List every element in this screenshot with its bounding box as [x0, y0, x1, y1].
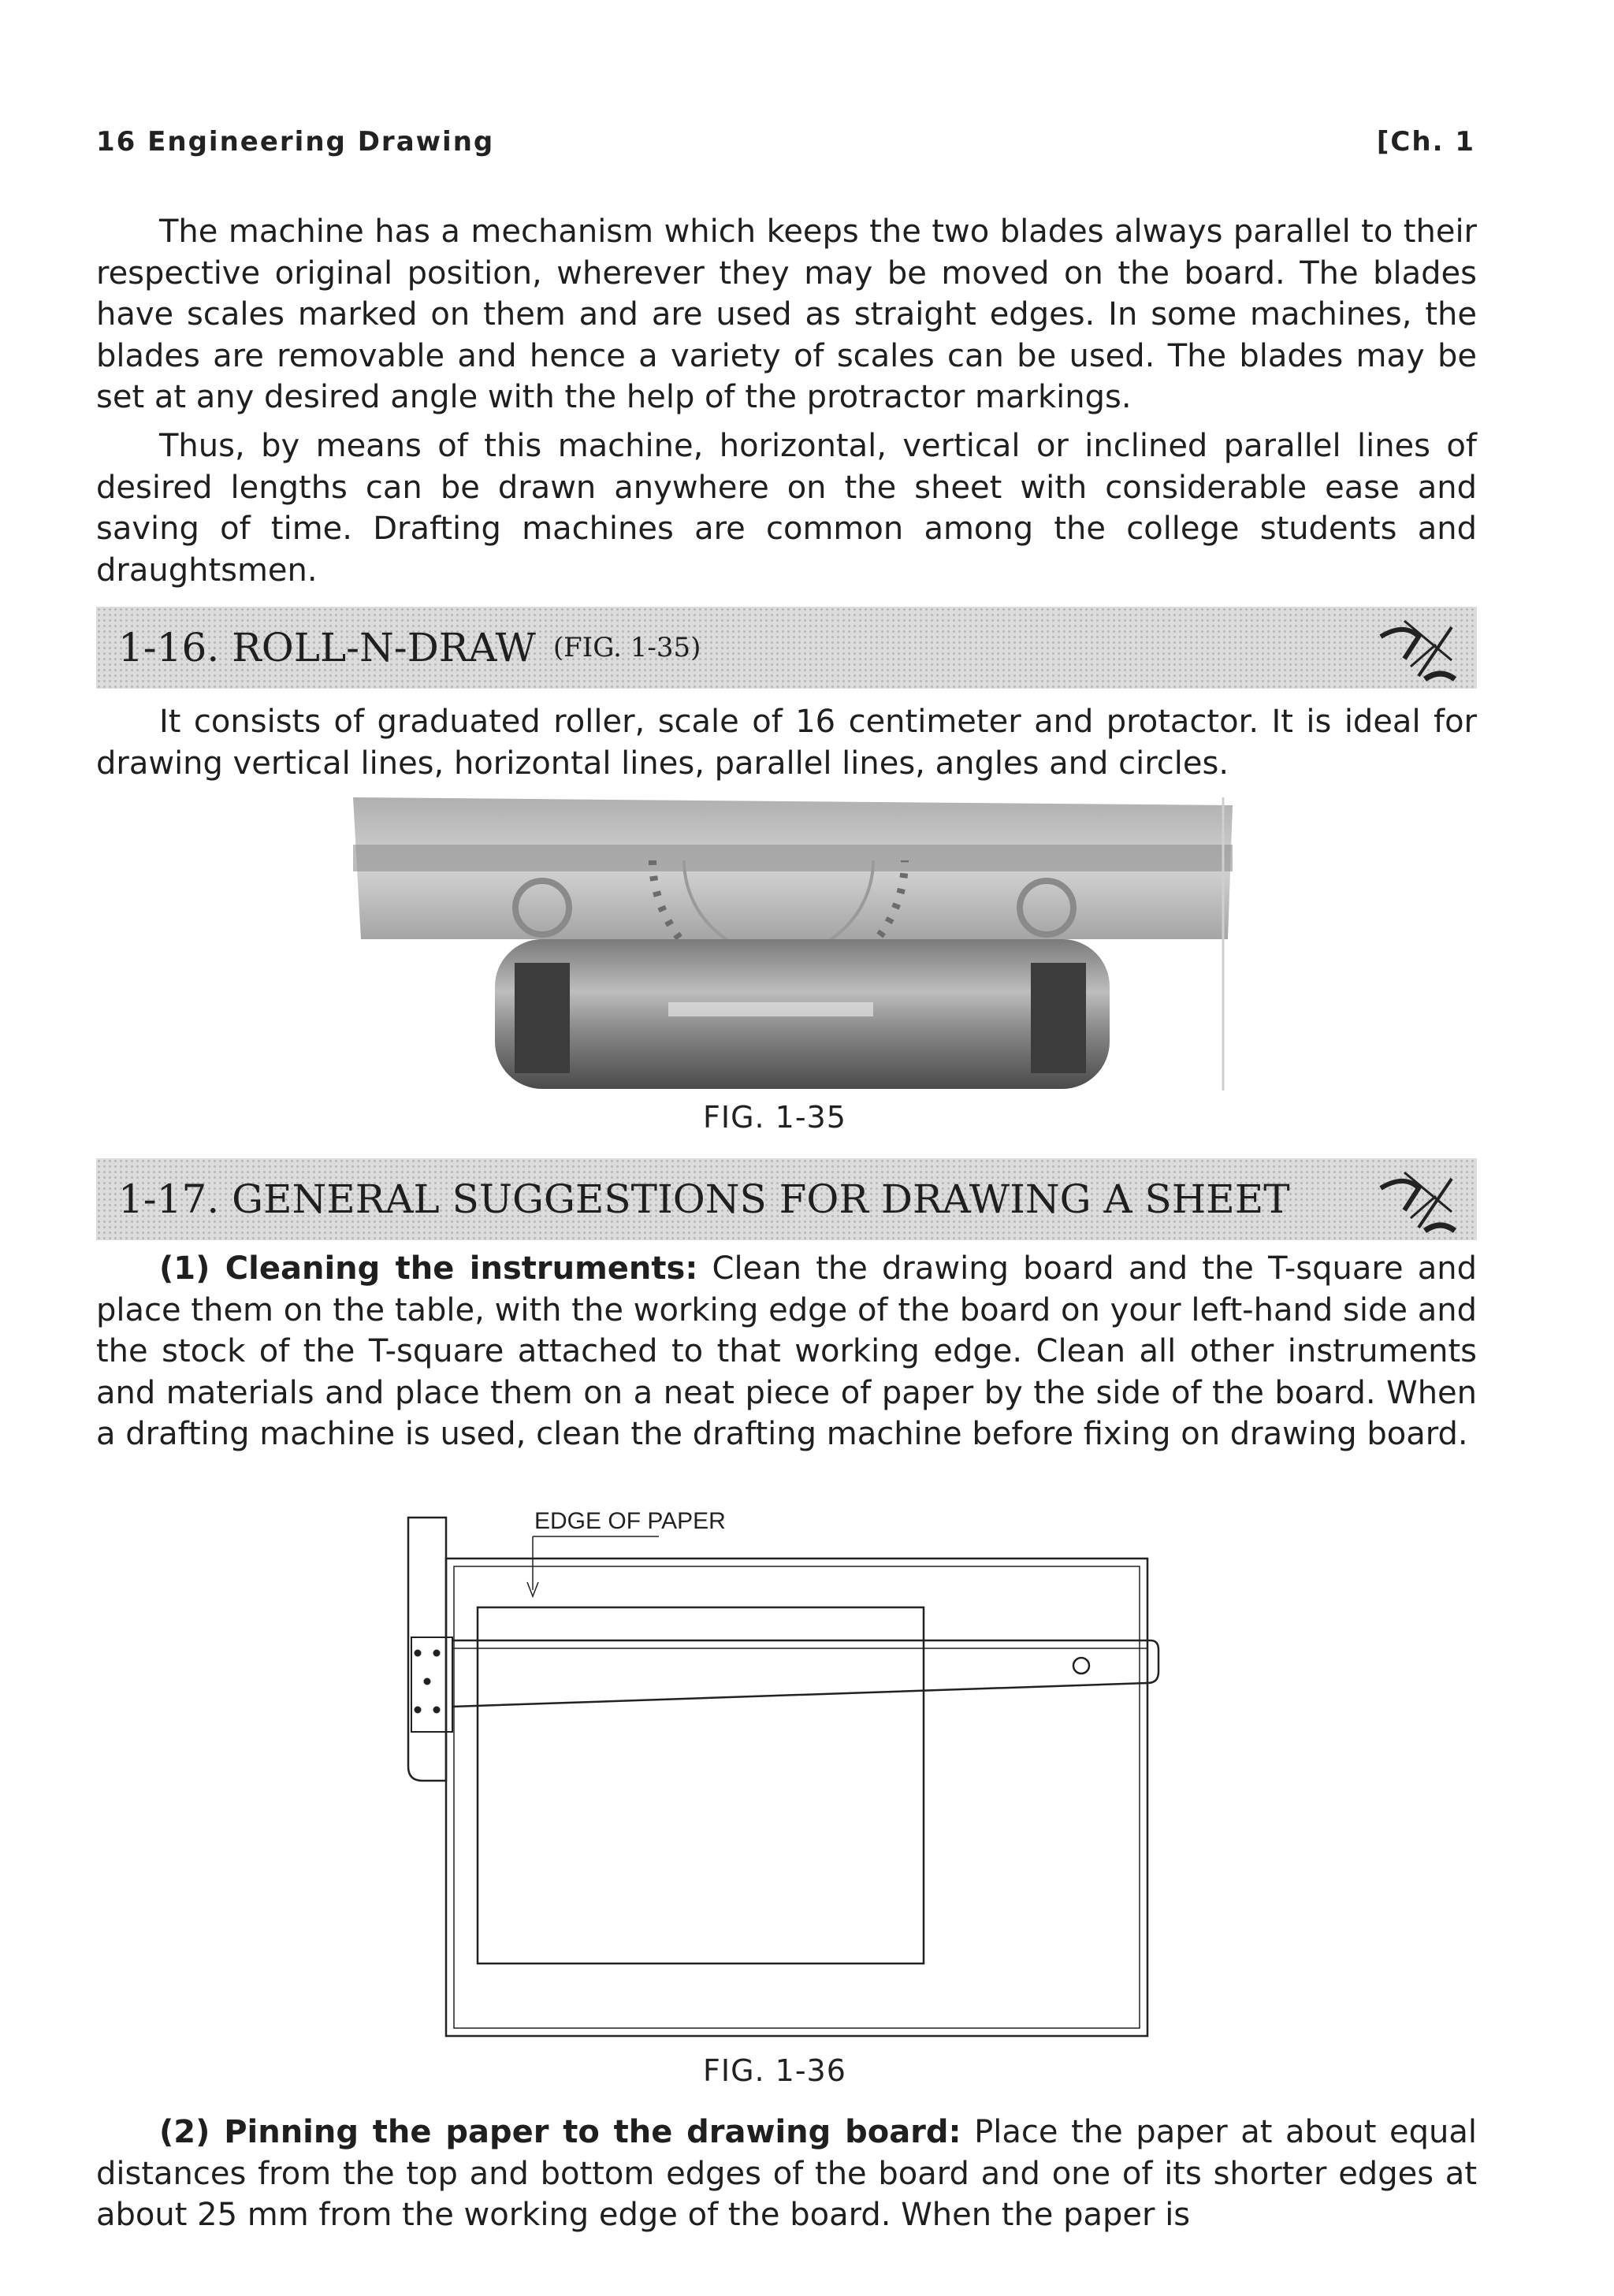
- section-title-roll-n-draw: 1-16. ROLL-N-DRAW: [118, 625, 536, 671]
- edge-of-paper-label: EDGE OF PAPER: [534, 1508, 726, 1534]
- section-figure-reference: (FIG. 1-35): [552, 632, 701, 663]
- section-heading-1-17: [96, 1158, 1477, 1240]
- running-head: [96, 126, 1475, 158]
- paragraph-drafting-machine: The machine has a mechanism which keeps the two blades always parallel to their respective original position, wherever they may be moved on the board. The blades have scales marked on them and are used as straight edges. In some machines, the blades are removable and hence a variety of scales can be used. The blades may be set at any desired angle with the help of the protractor markings.: [96, 214, 1477, 415]
- header-chapter: [Ch. 1: [1376, 126, 1475, 158]
- paragraph-lead-pinning: (2) Pinning the paper to the drawing board:: [159, 2114, 961, 2150]
- paragraph-drafting-usage: Thus, by means of this machine, horizontal, vertical or inclined parallel lines of desired lengths can be drawn anywhere on the sheet with considerable ease and saving of time. Drafting machines are common among the college students and draughtsmen.: [96, 428, 1477, 589]
- tsquare-blade: [452, 1640, 1158, 1707]
- paragraph-pinning-paper: [96, 2112, 1477, 2236]
- roll-n-draw-photo: [353, 797, 1233, 1090]
- section-heading-1-16: [96, 607, 1477, 689]
- drawing-paper: [478, 1607, 924, 1963]
- paragraph-body-cleaning: Clean the drawing board and the T-square and place them on the table, with the working edge of the board on your left-hand side and the stock of the T-square attached to that working edge. Clean all other instruments and materials and place them on a neat piece of paper by the side of the board. When a drafting machine is used, clean the drafting machine before fixing on drawing board.: [96, 1250, 1477, 1452]
- tsquare-stock: [408, 1518, 446, 1781]
- figure-1-36-caption: FIG. 1-36: [703, 2053, 846, 2088]
- paragraph-roll-n-draw: It consists of graduated roller, scale of 16 centimeter and protactor. It is ideal for drawing vertical lines, horizontal lines, parallel lines, angles and circles.: [96, 704, 1477, 782]
- drafting-ornament-icon: [1373, 613, 1460, 684]
- section-title-general-suggestions: 1-17. GENERAL SUGGESTIONS FOR DRAWING A SHEET: [118, 1176, 1290, 1222]
- header-book-title: 16 Engineering Drawing: [96, 126, 495, 158]
- figure-1-35-caption: FIG. 1-35: [703, 1100, 846, 1135]
- paragraph-lead-cleaning: (1) Cleaning the instruments:: [159, 1250, 698, 1287]
- drawing-board-diagram: [391, 1497, 1179, 2049]
- paragraph-body-pinning: Place the paper at about equal distances from the top and bottom edges of the board and one of its shorter edges at about 25 mm from the working edge of the board. When the paper is: [96, 2114, 1477, 2233]
- paragraph-cleaning-instruments: [96, 1248, 1477, 1455]
- drafting-ornament-icon: [1373, 1165, 1460, 1235]
